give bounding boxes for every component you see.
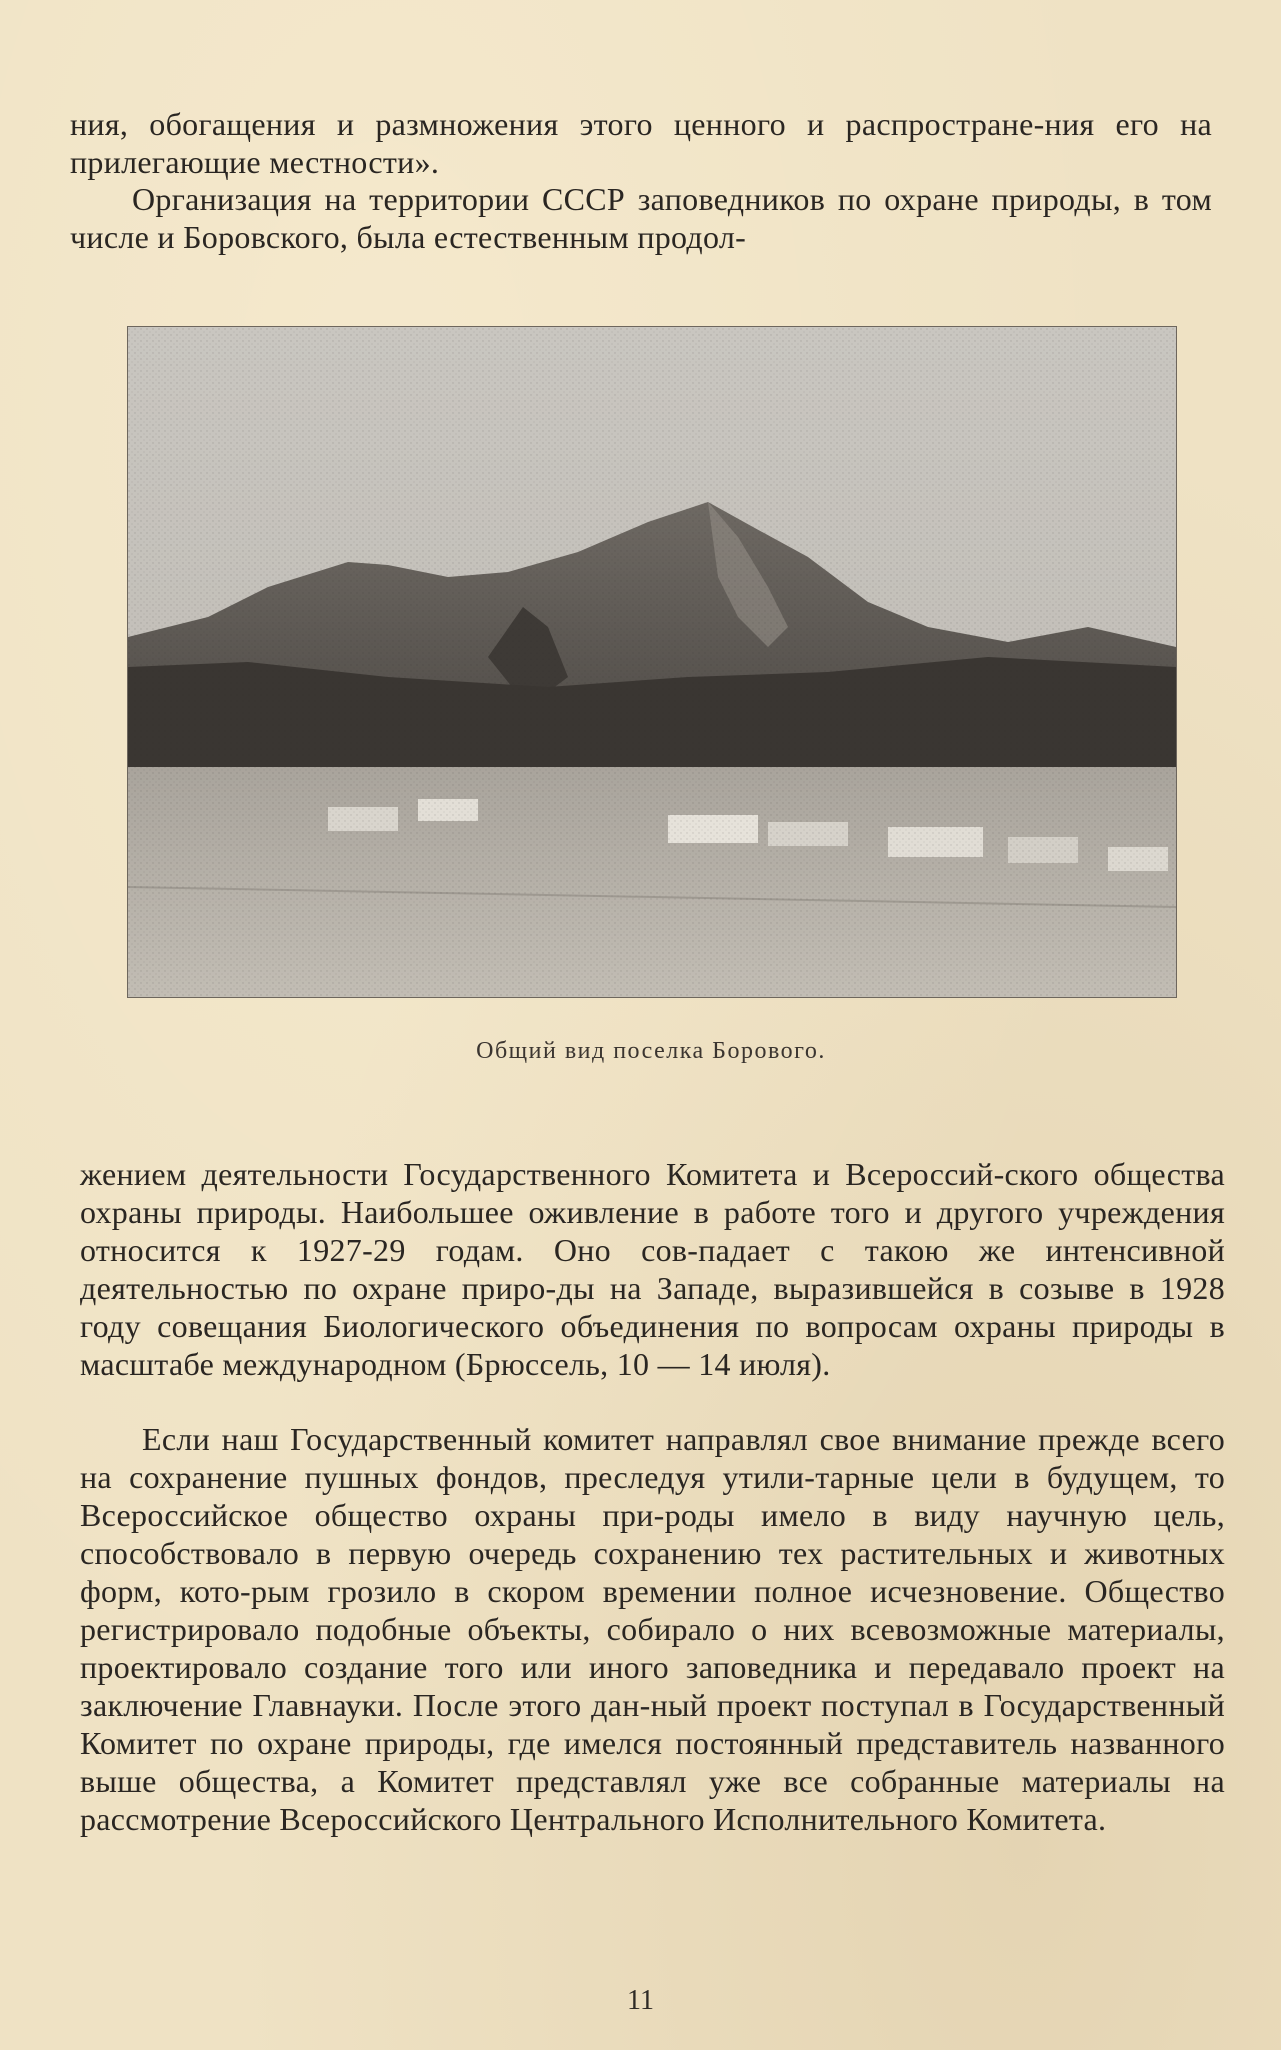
village-mountain-illustration [128, 327, 1176, 997]
photo-caption: Общий вид поселка Борового. [476, 1038, 826, 1064]
paragraph-continued-top: ния, обогащения и размножения этого ценного и распростране-ния его на прилегающие местности». [70, 106, 1212, 180]
photo-borovoe-village [127, 326, 1177, 998]
page-number: 11 [627, 1985, 654, 2016]
paragraph-committee-activity: жением деятельности Государственного Комитета и Всероссий-ского общества охраны природы. Наибольшее оживление в работе того и другого учреждения относится к 1927-29 годам. Оно сов-падает с такою же интенсивной деятельностью по охране приро-ды на Западе, выразившейся в созыве в 1928 году совещания Биологического объединения по вопросам охраны природы в масштабе международном (Брюссель, 10 — 14 июля). [80, 1156, 1225, 1382]
paragraph-organization: Организация на территории СССР заповедников по охране природы, в том числе и Боровского, была естественным продол- [70, 181, 1212, 255]
paragraph-state-committee: Если наш Государственный комитет направлял свое внимание прежде всего на сохранение пушных фондов, преследуя утили-тарные цели в будущем, то Всероссийское общество охраны при-роды имело в виду научную цель, способствовало в первую очередь сохранению тех растительных и животных форм, кото-рым грозило в скором времении полное исчезновение. Общество регистрировало подобные объекты, собирало о них всевозможные материалы, проектировало создание того или иного заповедника и передавало проект на заключение Главнауки. После этого дан-ный проект поступал в Государственный Комитет по охране природы, где имелся постоянный представитель названного выше общества, а Комитет представлял уже все собранные материалы на рассмотрение Всероссийского Центрального Исполнительного Комитета. [80, 1421, 1225, 1837]
